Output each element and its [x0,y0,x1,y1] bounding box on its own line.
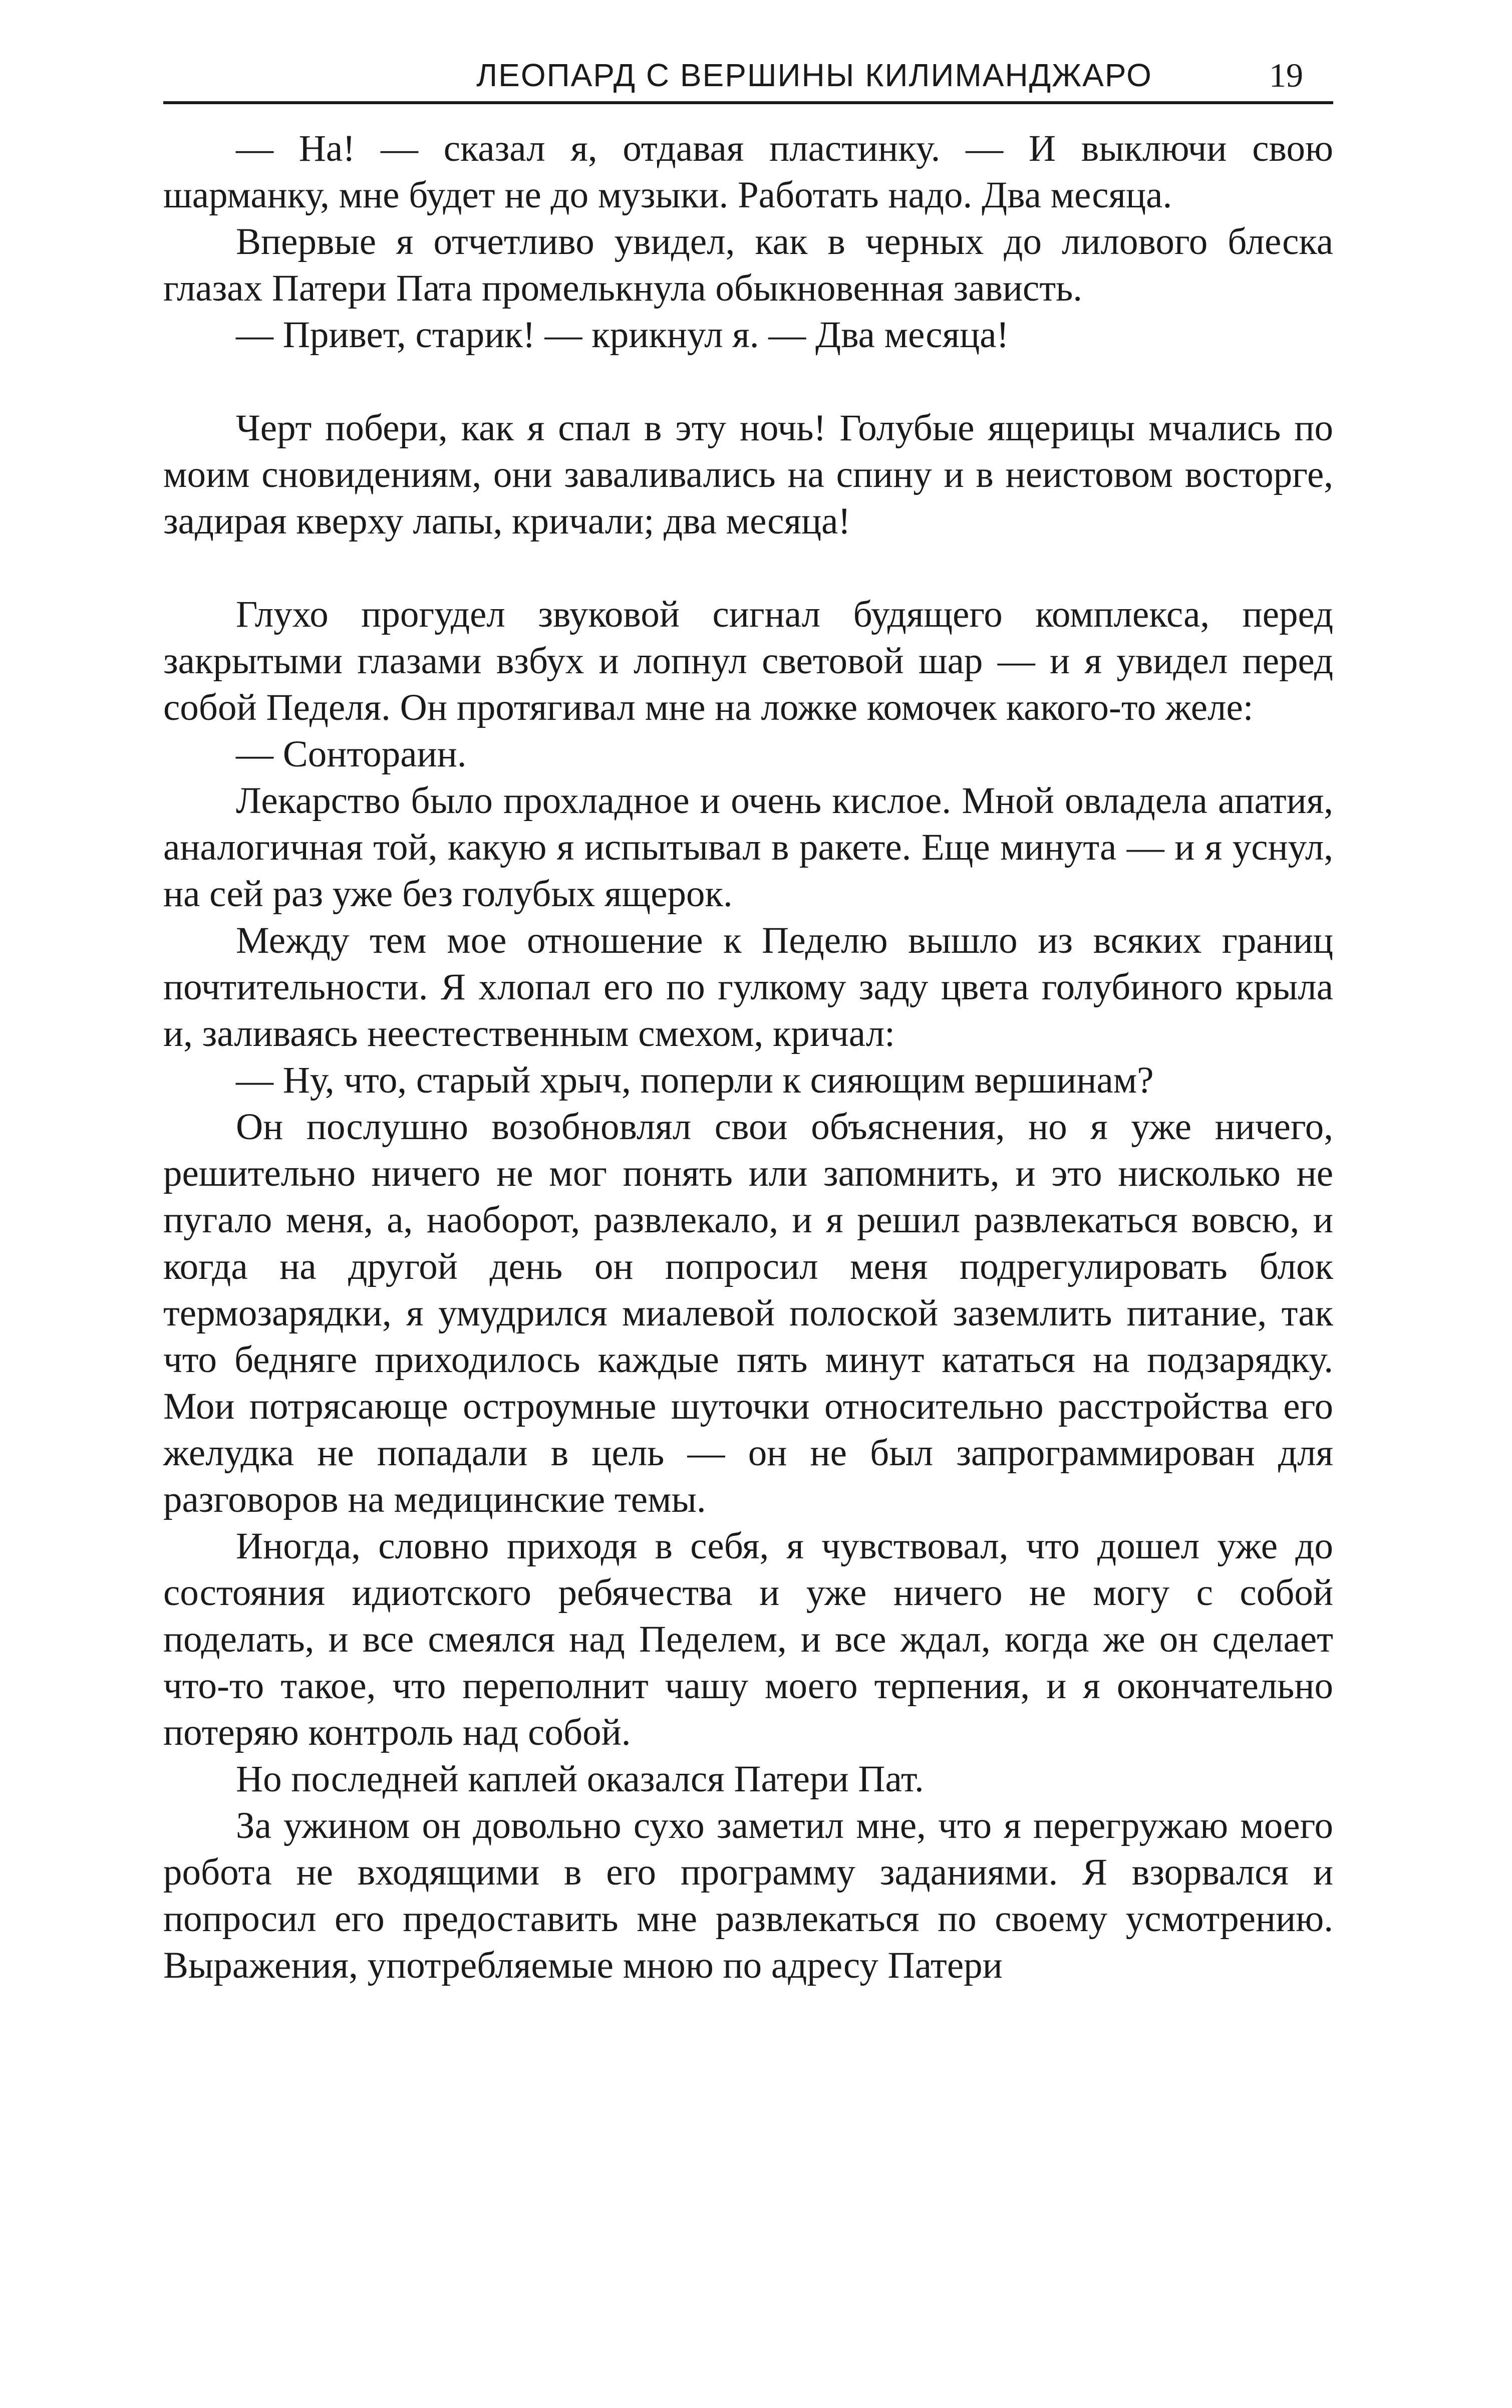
paragraph: Черт побери, как я спал в эту ночь! Голубые ящерицы мчались по моим сновидениям, они заваливались на спину и в неистовом восторге, задирая кверху лапы, кричали; два месяца! [163,407,1333,542]
running-title: ЛЕОПАРД С ВЕРШИНЫ КИЛИМАНДЖАРО [476,57,1152,93]
paragraph: Иногда, словно приходя в себя, я чувствовал, что дошел уже до состояния идиотского ребячества и уже ничего не могу с собой поделать, и все смеялся над Педелем, и все ждал, когда же он сделает что-то такое, что переполнит чашу моего терпения, и я окончательно потеряю контроль над собой. [163,1525,1333,1753]
page-number: 19 [1269,56,1303,94]
paragraph: Глухо прогудел звуковой сигнал будящего комплекса, перед закрытыми глазами взбух и лопнул световой шар — и я увидел перед собой Педеля. Он протягивал мне на ложке комочек какого-то желе: [163,594,1333,728]
running-header [163,50,1333,100]
paragraph: — На! — сказал я, отдавая пластинку. — И выключи свою шарманку, мне будет не до музыки. Работать надо. Два месяца. [163,128,1333,216]
paragraph: — Сонтораин. [236,733,467,775]
paragraph: — Ну, что, старый хрыч, поперли к сияющим вершинам? [236,1059,1154,1101]
paragraph: Впервые я отчетливо увидел, как в черных до лилового блеска глазах Патери Пата промелькнула обыкновенная зависть. [163,221,1333,309]
paragraph: — Привет, старик! — крикнул я. — Два месяца! [236,314,1009,356]
paragraph: За ужином он довольно сухо заметил мне, что я перегружаю моего робота не входящими в его программу заданиями. Я взорвался и попросил его предоставить мне развлекаться по своему усмотрению. Выражения, употребляемые мною по адресу Патери [163,1805,1333,1986]
paragraph: Но последней каплей оказался Патери Пат. [236,1758,924,1800]
paragraph: Между тем мое отношение к Педелю вышло из всяких границ почтительности. Я хлопал его по гулкому заду цвета голубиного крыла и, заливаясь неестественным смехом, кричал: [163,920,1333,1054]
text-body [163,125,1333,1989]
paragraph: Он послушно возобновлял свои объяснения, но я уже ничего, решительно ничего не мог понять или запомнить, и это нисколько не пугало меня, а, наоборот, развлекало, и я решил развлекаться вовсю, и когда на другой день он попросил меня подрегулировать блок термозарядки, я умудрился миалевой полоской заземлить питание, так что бедняге приходилось каждые пять минут кататься на подзарядку. Мои потрясающе остроумные шуточки относительно расстройства его желудка не попадали в цель — он не был запрограммирован для разговоров на медицинские темы. [163,1106,1333,1520]
paragraph: Лекарство было прохладное и очень кислое. Мной овладела апатия, аналогичная той, какую я испытывал в ракете. Еще минута — и я уснул, на сей раз уже без голубых ящерок. [163,780,1333,915]
header-rule [163,101,1333,104]
